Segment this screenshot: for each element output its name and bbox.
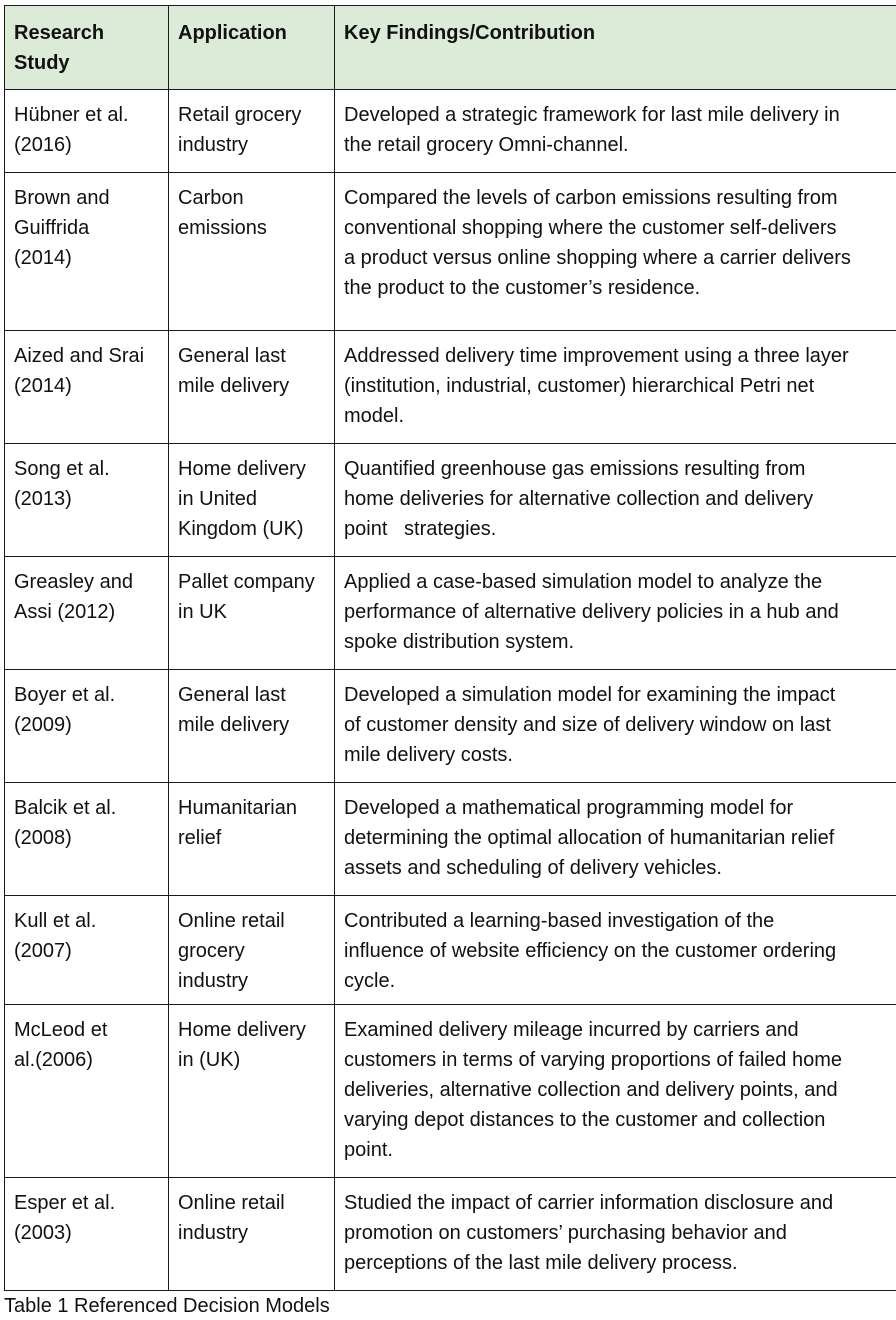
study-cell: Esper et al. (2003) bbox=[5, 1178, 169, 1291]
application-cell: Home delivery in United Kingdom (UK) bbox=[169, 444, 335, 557]
table-row bbox=[5, 783, 896, 896]
findings-cell: Examined delivery mileage incurred by carriers and customers in terms of varying proportions of failed home deliveries, alternative collection and delivery points, and varying depot distances to the customer and collection point. bbox=[335, 1005, 896, 1178]
table-caption: Table 1 Referenced Decision Models bbox=[4, 1295, 330, 1317]
application-cell: Online retail grocery industry bbox=[169, 896, 335, 1005]
table-row bbox=[5, 557, 896, 670]
findings-cell: Developed a strategic framework for last mile delivery in the retail grocery Omni-channel. bbox=[335, 90, 896, 173]
application-cell: Online retail industry bbox=[169, 1178, 335, 1291]
table-row bbox=[5, 1005, 896, 1178]
study-cell: Greasley and Assi (2012) bbox=[5, 557, 169, 670]
application-cell: General last mile delivery bbox=[169, 331, 335, 444]
application-cell: General last mile delivery bbox=[169, 670, 335, 783]
study-cell: Hübner et al. (2016) bbox=[5, 90, 169, 173]
application-cell: Carbon emissions bbox=[169, 173, 335, 331]
findings-cell: Applied a case-based simulation model to analyze the performance of alternative delivery policies in a hub and spoke distribution system. bbox=[335, 557, 896, 670]
application-cell: Humanitarian relief bbox=[169, 783, 335, 896]
study-cell: McLeod et al.(2006) bbox=[5, 1005, 169, 1178]
header-research-study: Research Study bbox=[5, 6, 169, 90]
application-cell: Retail grocery industry bbox=[169, 90, 335, 173]
findings-cell: Quantified greenhouse gas emissions resulting from home deliveries for alternative collection and delivery point strategies. bbox=[335, 444, 896, 557]
table-row bbox=[5, 670, 896, 783]
findings-cell: Addressed delivery time improvement using a three layer (institution, industrial, customer) hierarchical Petri net model. bbox=[335, 331, 896, 444]
header-application: Application bbox=[169, 6, 335, 90]
table-row bbox=[5, 173, 896, 331]
study-cell: Brown and Guiffrida (2014) bbox=[5, 173, 169, 331]
study-cell: Kull et al. (2007) bbox=[5, 896, 169, 1005]
application-cell: Home delivery in (UK) bbox=[169, 1005, 335, 1178]
table-row bbox=[5, 331, 896, 444]
study-cell: Aized and Srai (2014) bbox=[5, 331, 169, 444]
table-row bbox=[5, 90, 896, 173]
table-row bbox=[5, 896, 896, 1005]
findings-cell: Compared the levels of carbon emissions resulting from conventional shopping where the customer self-delivers a product versus online shopping where a carrier delivers the product to the customer’s residence. bbox=[335, 173, 896, 331]
referenced-decision-models-table bbox=[4, 5, 896, 1291]
findings-cell: Developed a simulation model for examining the impact of customer density and size of delivery window on last mile delivery costs. bbox=[335, 670, 896, 783]
table-row bbox=[5, 1178, 896, 1291]
findings-cell: Studied the impact of carrier information disclosure and promotion on customers’ purchasing behavior and perceptions of the last mile delivery process. bbox=[335, 1178, 896, 1291]
study-cell: Balcik et al. (2008) bbox=[5, 783, 169, 896]
table-header-row bbox=[5, 6, 896, 90]
header-key-findings: Key Findings/Contribution bbox=[335, 6, 896, 90]
study-cell: Boyer et al. (2009) bbox=[5, 670, 169, 783]
table-row bbox=[5, 444, 896, 557]
study-cell: Song et al. (2013) bbox=[5, 444, 169, 557]
findings-cell: Developed a mathematical programming model for determining the optimal allocation of humanitarian relief assets and scheduling of delivery vehicles. bbox=[335, 783, 896, 896]
application-cell: Pallet company in UK bbox=[169, 557, 335, 670]
findings-cell: Contributed a learning-based investigation of the influence of website efficiency on the customer ordering cycle. bbox=[335, 896, 896, 1005]
